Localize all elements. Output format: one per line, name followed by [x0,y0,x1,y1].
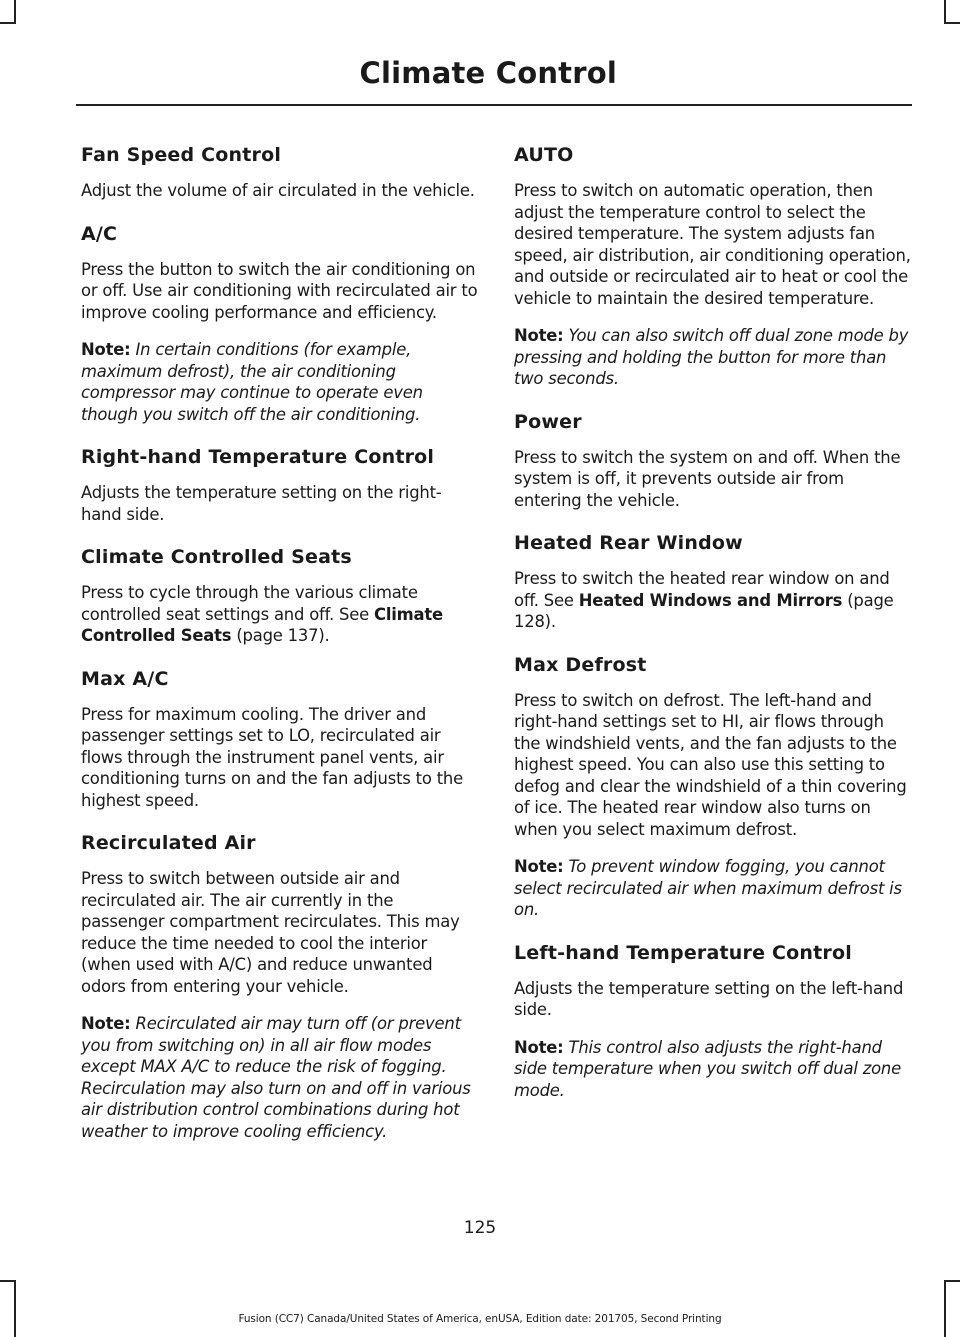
section-heading-auto: AUTO [514,144,574,166]
note-text: Recirculated air may turn off (or prevent you from switching on) in all air flow modes except MAX A/C to reduce the risk of fogging. Recirculation may also turn on and off in various air distribution control combinations during hot weather to improve cooling efficiency. [81,1014,471,1141]
note-label: Note: [514,326,564,345]
paragraph: Press for maximum cooling. The driver and passenger settings set to LO, recirculated air flows through the instrument panel vents, air conditioning turns on and the fan adjusts to the highest speed. [81,704,464,810]
cross-reference-link[interactable]: Climate Controlled Seats [81,604,443,645]
crop-mark [944,1280,960,1282]
paragraph: Press to switch the system on and off. When the system is off, it prevents outside air from entering the vehicle. [514,447,901,510]
section-heading-climate-seats: Climate Controlled Seats [81,546,352,568]
paragraph-text: Press to switch the heated rear window on and off. See [514,569,890,610]
crop-mark [14,1280,16,1337]
section-heading-heated-rear: Heated Rear Window [514,532,743,554]
paragraph [81,582,481,647]
note [514,325,914,390]
note-text: This control also adjusts the right-hand side temperature when you switch off dual zone mode. [514,1037,902,1100]
section-heading-right-temp: Right-hand Temperature Control [81,446,435,468]
page-reference: (page 128). [514,590,894,631]
section-heading-recirc: Recirculated Air [81,832,256,854]
note-label: Note: [81,340,131,359]
paragraph: Adjusts the temperature setting on the left-hand side. [514,978,904,1019]
paragraph: Adjusts the temperature setting on the right-hand side. [81,483,442,524]
section-heading-ac: A/C [81,222,118,245]
section-heading-max-ac: Max A/C [81,667,169,690]
note-label: Note: [81,1014,131,1033]
paragraph: Adjust the volume of air circulated in the vehicle. [81,181,475,200]
footer-edition-info: Fusion (CC7) Canada/United States of America, enUSA, Edition date: 201705, Second Printing [238,1313,722,1325]
note-label: Note: [514,857,564,876]
crop-mark [0,22,16,24]
page-reference: (page 137). [231,626,330,645]
paragraph [514,568,914,633]
note [81,1013,481,1142]
page-number: 125 [463,1218,497,1238]
note-label: Note: [514,1037,564,1057]
crop-mark [14,0,16,24]
section-heading-max-defrost: Max Defrost [514,653,647,676]
left-column [81,143,481,1158]
section-heading-fan-speed: Fan Speed Control [81,144,282,166]
paragraph-text: Press to cycle through the various climate controlled seat settings and off. See [81,583,418,624]
paragraph: Press to switch between outside air and recirculated air. The air currently in the passenger compartment recirculates. This may reduce the time needed to cool the interior (when used with A/C) and reduce unwanted odors from entering your vehicle. [81,869,460,996]
right-column [514,143,914,1117]
cross-reference-link[interactable]: Heated Windows and Mirrors [578,590,843,610]
note-text: To prevent window fogging, you cannot select recirculated air when maximum defrost is on. [514,857,902,919]
section-heading-left-temp: Left-hand Temperature Control [514,941,852,964]
crop-mark [944,22,960,24]
crop-mark [944,0,946,24]
crop-mark [0,1280,16,1282]
paragraph: Press to switch on automatic operation, then adjust the temperature control to select the desired temperature. The system adjusts fan speed, air distribution, air conditioning operation, and outside or recirculated air to heat or cool the vehicle to maintain the desired temperature. [514,181,911,308]
crop-mark [944,1280,946,1337]
note-text: You can also switch off dual zone mode by pressing and holding the button for more than two seconds. [514,326,909,388]
paragraph: Press the button to switch the air conditioning on or off. Use air conditioning with recirculated air to improve cooling performance and efficiency. [81,259,478,322]
note [514,1037,914,1102]
note [81,339,481,425]
page-title: Climate Control [359,56,617,90]
note-text: In certain conditions (for example, maximum defrost), the air conditioning compressor may continue to operate even though you switch off the air conditioning. [81,340,423,424]
paragraph: Press to switch on defrost. The left-hand and right-hand settings set to HI, air flows through the windshield vents, and the fan adjusts to the highest speed. You can also use this setting to defog and clear the windshield of a thin covering of ice. The heated rear window also turns on when you select maximum defrost. [514,690,907,839]
section-heading-power: Power [514,410,582,433]
note [514,856,914,921]
header-divider [76,104,912,106]
